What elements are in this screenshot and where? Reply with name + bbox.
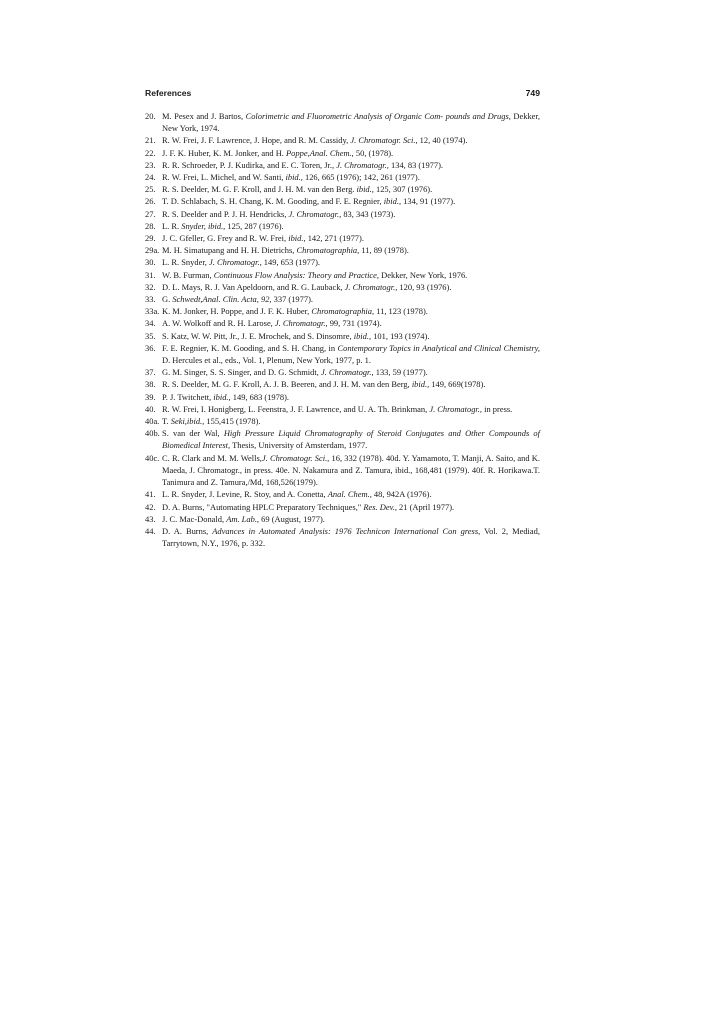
reference-authors: R. S. Deelder and P. J. H. Hendricks,: [162, 208, 289, 219]
reference-text: [162, 159, 540, 171]
reference-text: [162, 305, 540, 317]
reference-details: Thesis, University of Amsterdam, 1977.: [230, 440, 368, 451]
reference-details: 11, 123 (1978).: [374, 306, 428, 317]
reference-details: 149, 653 (1977).: [261, 257, 321, 268]
reference-entry: [145, 342, 540, 366]
reference-details: 99, 731 (1974).: [327, 318, 382, 329]
reference-source: Contemporary Topics in Analytical and Clinical Chemistry,: [337, 342, 540, 353]
reference-authors: J. C. Gfeller, G. Frey and R. W. Frei,: [162, 233, 289, 244]
reference-authors: T. D. Schlabach, S. H. Chang, K. M. Gooding, and F. E. Regnier,: [162, 196, 384, 207]
reference-entry: [145, 330, 540, 342]
reference-entry: [145, 183, 540, 195]
reference-number: 40a.: [145, 416, 160, 427]
reference-number: 43.: [145, 513, 156, 524]
reference-source: Am. Lab.,: [226, 513, 260, 524]
reference-number: 31.: [145, 269, 156, 280]
reference-entry: [145, 427, 540, 451]
reference-text: [162, 415, 540, 427]
reference-entry: [145, 269, 540, 281]
reference-details: 12, 40 (1974).: [417, 135, 468, 146]
reference-authors: R. W. Frei, L. Michel, and W. Santi,: [162, 172, 286, 183]
reference-entry: [145, 525, 540, 549]
reference-authors: D. L. Mays, R. J. Van Apeldoorn, and R. G. Lauback,: [162, 281, 345, 292]
reference-text: [162, 256, 540, 268]
reference-entry: [145, 415, 540, 427]
reference-authors: F. E. Regnier, K. M. Gooding, and S. H. Chang, in: [162, 342, 338, 353]
reference-details: 101, 193 (1974).: [371, 330, 430, 341]
reference-authors: D. A. Burns, "Automating HPLC Preparatory Techniques,": [162, 501, 364, 512]
reference-details: 69 (August, 1977).: [259, 513, 325, 524]
reference-authors: R. W. Frei, I. Honigberg, L. Feenstra, J. F. Lawrence, and U. A. Th. Brinkman,: [162, 403, 430, 414]
reference-source: J. Chromatogr.,: [344, 281, 398, 292]
reference-details: 11, 89 (1978).: [359, 245, 409, 256]
reference-source: ibid.,: [356, 184, 374, 195]
reference-details: 125, 287 (1976).: [225, 220, 284, 231]
reference-source: ibid.,: [353, 330, 372, 341]
reference-source: Advances in Automated Analysis: 1976 Technicon International Con gress,: [212, 525, 481, 536]
reference-number: 36.: [145, 342, 156, 353]
reference-source: Chromatographia,: [296, 245, 360, 256]
reference-details: 133, 59 (1977).: [373, 367, 428, 378]
reference-entry: [145, 159, 540, 171]
reference-text: [162, 110, 540, 134]
reference-source: Res. Dev.,: [363, 501, 397, 512]
reference-entry: [145, 256, 540, 268]
reference-number: 23.: [145, 159, 156, 170]
reference-authors: L. R. Snyder,: [162, 257, 210, 268]
reference-details: 134, 91 (1977).: [401, 196, 456, 207]
reference-details: 142, 271 (1977).: [305, 233, 364, 244]
reference-details: 134, 83 (1977).: [388, 159, 444, 170]
reference-number: 40b.: [145, 428, 160, 439]
reference-authors: L. R.: [162, 220, 182, 231]
reference-number: 22.: [145, 147, 156, 158]
reference-authors: G.: [162, 294, 173, 305]
reference-text: [162, 427, 540, 451]
reference-list: [145, 110, 540, 549]
reference-text: [162, 378, 540, 390]
reference-authors: M. Pesex and J. Bartos,: [162, 111, 246, 121]
reference-source: J. Chromatogr.,: [288, 208, 342, 219]
reference-details: 48, 942A (1976).: [371, 489, 432, 500]
reference-details: D. Hercules et al., eds., Vol. 1, Plenum, New York, 1977, p. 1.: [162, 355, 371, 366]
reference-details: 126, 665 (1976); 142, 261 (1977).: [302, 172, 420, 183]
reference-number: 25.: [145, 184, 156, 195]
reference-entry: [145, 220, 540, 232]
reference-source: Seki,ibid.,: [170, 416, 205, 427]
reference-number: 41.: [145, 489, 156, 500]
reference-details: Vol. 2, Mediad, Tarrytown, N.Y., 1976, p. 332.: [162, 525, 540, 549]
reference-details: 155,415 (1978).: [204, 416, 261, 427]
reference-source: ibid.,: [285, 172, 303, 183]
reference-text: [162, 293, 540, 305]
reference-number: 44.: [145, 525, 156, 536]
reference-authors: G. M. Singer, S. S. Singer, and D. G. Schmidt,: [162, 367, 321, 378]
reference-source: ibid.,: [411, 379, 430, 390]
reference-source: Snyder, ibid.,: [181, 220, 226, 231]
reference-text: [162, 330, 540, 342]
reference-number: 29a.: [145, 245, 160, 256]
reference-source: J. Chromatogr.,: [429, 403, 483, 414]
reference-source: J. Chromatogr.,: [209, 257, 262, 268]
reference-number: 30.: [145, 257, 156, 268]
reference-entry: [145, 513, 540, 525]
reference-source: Colorimetric and Fluorometric Analysis of Organic Com- pounds and Drugs,: [245, 111, 511, 121]
reference-entry: [145, 281, 540, 293]
reference-text: [162, 244, 540, 256]
reference-number: 29.: [145, 233, 156, 244]
reference-authors: J. C. Mac-Donald,: [162, 513, 227, 524]
reference-entry: [145, 244, 540, 256]
reference-number: 26.: [145, 196, 156, 207]
page-number: 749: [525, 88, 540, 98]
reference-entry: [145, 134, 540, 146]
reference-entry: [145, 171, 540, 183]
section-title: References: [145, 88, 192, 98]
reference-text: [162, 391, 540, 403]
reference-entry: [145, 208, 540, 220]
reference-source: High Pressure Liquid Chromatography of Steroid Conjugates and Other Compounds of Biomedical Interest,: [162, 428, 540, 451]
reference-number: 34.: [145, 318, 156, 329]
reference-details: 149, 683 (1978).: [230, 391, 290, 402]
reference-source: Poppe,Anal. Chem.,: [286, 147, 354, 158]
reference-text: [162, 147, 540, 159]
reference-authors: M. H. Simatupang and H. H. Dietrichs,: [162, 245, 297, 256]
reference-text: [162, 403, 540, 415]
reference-details: 120, 93 (1976).: [397, 281, 452, 292]
reference-number: 38.: [145, 379, 156, 390]
reference-details: 83, 343 (1973).: [341, 208, 396, 219]
reference-text: [162, 208, 540, 220]
reference-source: ibid.,: [383, 196, 402, 207]
reference-entry: [145, 195, 540, 207]
page-header: [145, 88, 540, 98]
reference-text: [162, 281, 540, 293]
reference-text: [162, 366, 540, 378]
reference-number: 33.: [145, 294, 156, 305]
reference-number: 33a.: [145, 306, 160, 317]
reference-entry: [145, 378, 540, 390]
reference-text: [162, 183, 540, 195]
reference-number: 35.: [145, 330, 156, 341]
reference-details: 21 (April 1977).: [396, 501, 455, 512]
reference-source: J. Chromatogr. Sci.,: [261, 452, 330, 463]
reference-text: [162, 452, 540, 489]
reference-details: 16, 332 (1978). 40d. Y. Yamamoto, T. Manji, A. Saito, and K. Maeda, J. Chromatogr., in press. 40e. N. Nakamura and Z. Tamura, ibid., 168,481 (1979). 40f. R. Horikawa.T. Tanimura and Z. Tamura,/Md, 168,526(1979).: [162, 452, 541, 488]
reference-details: 50, (1978).: [353, 147, 394, 158]
reference-text: [162, 501, 540, 513]
reference-details: 149, 669(1978).: [429, 379, 486, 390]
reference-entry: [145, 501, 540, 513]
reference-details: 337 (1977).: [271, 294, 314, 305]
reference-authors: R. S. Deelder, M. G. F. Kroll, and J. H. M. van den Berg.: [162, 184, 357, 195]
reference-authors: K. M. Jonker, H. Poppe, and J. F. K. Huber,: [162, 306, 312, 317]
reference-entry: [145, 110, 540, 134]
reference-source: J. Chromatogr. Sci.,: [350, 135, 418, 146]
reference-authors: A. W. Wolkoff and R. H. Larose,: [162, 318, 275, 329]
reference-number: 40.: [145, 403, 156, 414]
reference-number: 32.: [145, 281, 156, 292]
reference-entry: [145, 391, 540, 403]
reference-text: [162, 232, 540, 244]
reference-authors: R. S. Deelder, M. G. F. Kroll, A. J. B. Beeren, and J. H. M. van den Berg,: [162, 379, 412, 390]
reference-number: 24.: [145, 172, 156, 183]
reference-number: 20.: [145, 111, 156, 121]
reference-authors: R. R. Schroeder, P. J. Kudirka, and E. C. Toren, Jr.,: [162, 159, 337, 170]
reference-text: [162, 513, 540, 525]
reference-entry: [145, 293, 540, 305]
reference-authors: L. R. Snyder, J. Levine, R. Stoy, and A. Conetta,: [162, 489, 328, 500]
reference-entry: [145, 488, 540, 500]
reference-details: 125, 307 (1976).: [373, 184, 433, 195]
reference-details: Dekker, New York, 1976.: [379, 269, 468, 280]
reference-entry: [145, 452, 540, 489]
reference-entry: [145, 317, 540, 329]
reference-authors: D. A. Burns,: [162, 525, 213, 536]
reference-text: [162, 342, 540, 366]
reference-authors: J. F. K. Huber, K. M. Jonker, and H.: [162, 147, 287, 158]
reference-number: 39.: [145, 391, 156, 402]
reference-number: 21.: [145, 135, 156, 146]
reference-authors: R. W. Frei, J. F. Lawrence, J. Hope, and R. M. Cassidy,: [162, 135, 351, 146]
reference-text: [162, 134, 540, 146]
reference-text: [162, 525, 540, 549]
reference-entry: [145, 366, 540, 378]
reference-authors: S. Katz, W. W. Pitt, Jr., J. E. Mrochek, and S. Dinsomre,: [162, 330, 354, 341]
reference-source: J. Chromatogr.,: [320, 367, 374, 378]
reference-authors: C. R. Clark and M. M. Wells,: [162, 452, 262, 463]
reference-source: ibid.,: [288, 233, 306, 244]
reference-source: Schwedt,Anal. Clin. Acta, 92,: [172, 294, 272, 305]
reference-page: [145, 88, 540, 549]
reference-authors: W. B. Furman,: [162, 269, 214, 280]
reference-text: [162, 488, 540, 500]
reference-number: 42.: [145, 501, 156, 512]
reference-entry: [145, 305, 540, 317]
reference-number: 37.: [145, 367, 156, 378]
reference-details: in press.: [482, 403, 513, 414]
reference-text: [162, 269, 540, 281]
reference-source: Chromatographia,: [311, 306, 375, 317]
reference-text: [162, 195, 540, 207]
reference-text: [162, 171, 540, 183]
reference-details: Dekker, New York, 1974.: [162, 111, 541, 134]
reference-entry: [145, 147, 540, 159]
reference-source: Continuous Flow Analysis: Theory and Practice,: [213, 269, 380, 280]
reference-source: Anal. Chem.,: [327, 489, 372, 500]
reference-source: J. Chromatogr.,: [336, 159, 389, 170]
reference-number: 40c.: [145, 452, 160, 463]
reference-entry: [145, 232, 540, 244]
reference-source: ibid.,: [213, 391, 231, 402]
reference-text: [162, 220, 540, 232]
reference-authors: P. J. Twitchett,: [162, 391, 214, 402]
reference-source: J. Chromatogr.,: [274, 318, 328, 329]
reference-text: [162, 317, 540, 329]
reference-number: 28.: [145, 220, 156, 231]
reference-authors: T.: [162, 416, 171, 427]
reference-number: 27.: [145, 208, 156, 219]
reference-entry: [145, 403, 540, 415]
reference-authors: S. van der Wal,: [162, 428, 224, 439]
